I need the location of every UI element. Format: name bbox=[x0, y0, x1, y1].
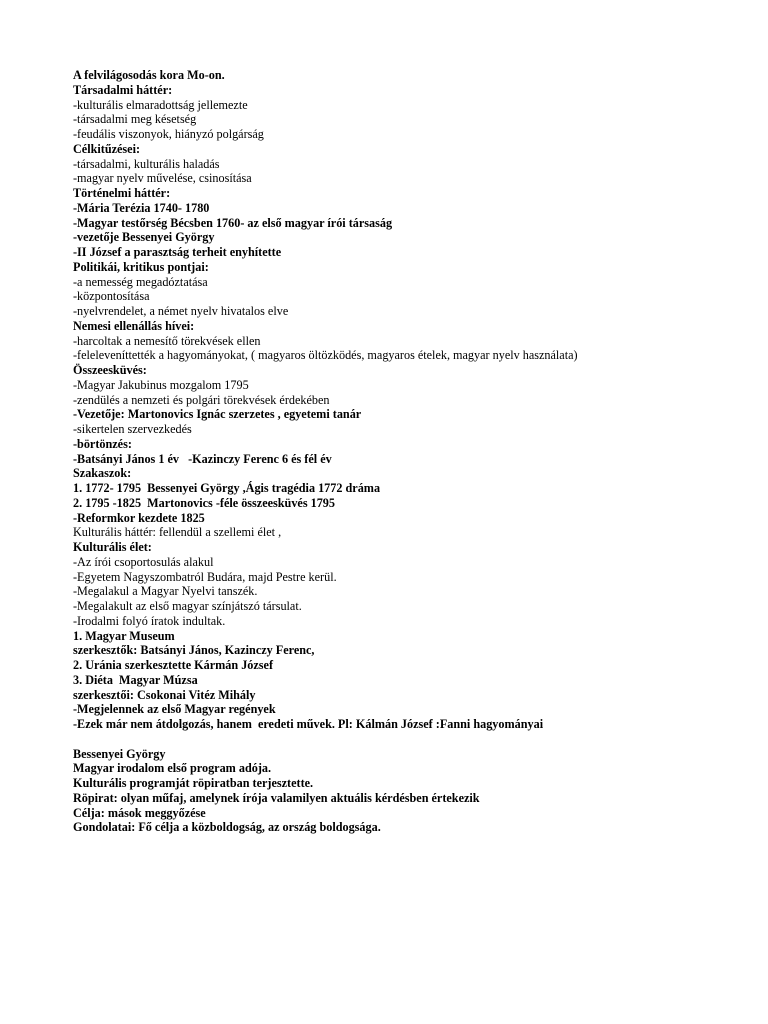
text-line: -feudális viszonyok, hiányzó polgárság bbox=[73, 127, 264, 141]
text-line: -központosítása bbox=[73, 289, 150, 304]
heading-line: 2. Uránia szerkesztette Kármán József bbox=[73, 658, 274, 672]
text-line: -sikertelen szervezkedés bbox=[73, 422, 192, 436]
heading-line: -börtönzés: bbox=[73, 436, 132, 451]
heading-line: Szakaszok: bbox=[73, 466, 132, 481]
heading-line: -II József a parasztság terheit enyhítette bbox=[73, 245, 282, 259]
text-line: -Megalakul a Magyar Nyelvi tanszék. bbox=[73, 584, 258, 599]
heading-line: Nemesi ellenállás hívei: bbox=[73, 318, 195, 333]
heading-line: A felvilágosodás kora Mo-on. bbox=[73, 68, 225, 82]
heading-line: -Reformkor kezdete 1825 bbox=[73, 510, 205, 525]
text-line: -Magyar Jakubinus mozgalom 1795 bbox=[73, 377, 249, 392]
heading-line: Célja: mások meggyőzése bbox=[73, 805, 206, 820]
document-body bbox=[73, 68, 753, 835]
text-line: -harcoltak a nemesítő törekvések ellen bbox=[73, 333, 261, 348]
text-line: -magyar nyelv művelése, csinosítása bbox=[73, 171, 252, 186]
heading-line: 1. Magyar Museum bbox=[73, 628, 175, 643]
heading-line: -Mária Terézia 1740- 1780 bbox=[73, 200, 210, 215]
text-line: -kulturális elmaradottság jellemezte bbox=[73, 97, 248, 112]
heading-line: Magyar irodalom első program adója. bbox=[73, 761, 272, 776]
text-line: -társadalmi meg késetség bbox=[73, 112, 197, 127]
text-line: -társadalmi, kulturális haladás bbox=[73, 156, 220, 171]
heading-line: -vezetője Bessenyei György bbox=[73, 230, 215, 245]
text-line: -feleleveníttették a hagyományokat, ( magyaros öltözködés, magyaros ételek, magyar nyelv használata) bbox=[73, 348, 578, 363]
heading-line: Kulturális programját röpiratban terjesztette. bbox=[73, 776, 314, 790]
heading-line: -Megjelennek az első Magyar regények bbox=[73, 702, 276, 717]
heading-line: 2. 1795 -1825 Martonovics -féle összeesküvés 1795 bbox=[73, 495, 335, 510]
heading-line: Röpirat: olyan műfaj, amelynek írója valamilyen aktuális kérdésben értekezik bbox=[73, 790, 480, 805]
text-line: -Irodalmi folyó íratok indultak. bbox=[73, 613, 226, 628]
heading-line: Társadalmi háttér: bbox=[73, 82, 173, 97]
heading-line: Kulturális élet: bbox=[73, 540, 152, 554]
text-line: -zendülés a nemzeti és polgári törekvések érdekében bbox=[73, 392, 330, 407]
text-line: Kulturális háttér: fellendül a szellemi élet , bbox=[73, 525, 282, 540]
heading-line: szerkesztők: Batsányi János, Kazinczy Ferenc, bbox=[73, 643, 315, 658]
heading-line: Politikái, kritikus pontjai: bbox=[73, 259, 209, 274]
text-line bbox=[73, 732, 753, 747]
heading-line: Célkitűzései: bbox=[73, 141, 141, 156]
heading-line: 1. 1772- 1795 Bessenyei György ,Ágis tragédia 1772 dráma bbox=[73, 481, 381, 495]
text-line: -Egyetem Nagyszombatról Budára, majd Pestre kerül. bbox=[73, 569, 337, 584]
heading-line: -Batsányi János 1 év -Kazinczy Ferenc 6 és fél év bbox=[73, 451, 332, 466]
heading-line: Összeesküvés: bbox=[73, 363, 147, 377]
text-line: -Az írói csoportosulás alakul bbox=[73, 554, 214, 569]
heading-line: szerkesztői: Csokonai Vitéz Mihály bbox=[73, 687, 256, 702]
heading-line: -Vezetője: Martonovics Ignác szerzetes , egyetemi tanár bbox=[73, 407, 362, 422]
heading-line: -Magyar testőrség Bécsben 1760- az első magyar írói társaság bbox=[73, 215, 393, 230]
text-line: -a nemesség megadóztatása bbox=[73, 274, 208, 289]
text-line: -nyelvrendelet, a német nyelv hivatalos elve bbox=[73, 304, 289, 318]
heading-line: 3. Diéta Magyar Múzsa bbox=[73, 672, 198, 687]
heading-line: -Ezek már nem átdolgozás, hanem eredeti művek. Pl: Kálmán József :Fanni hagyományai bbox=[73, 717, 544, 731]
text-line: -Megalakult az első magyar színjátszó társulat. bbox=[73, 599, 302, 613]
heading-line: Történelmi háttér: bbox=[73, 186, 171, 200]
heading-line: Gondolatai: Fő célja a közboldogság, az ország boldogsága. bbox=[73, 820, 381, 835]
heading-line: Bessenyei György bbox=[73, 746, 166, 761]
